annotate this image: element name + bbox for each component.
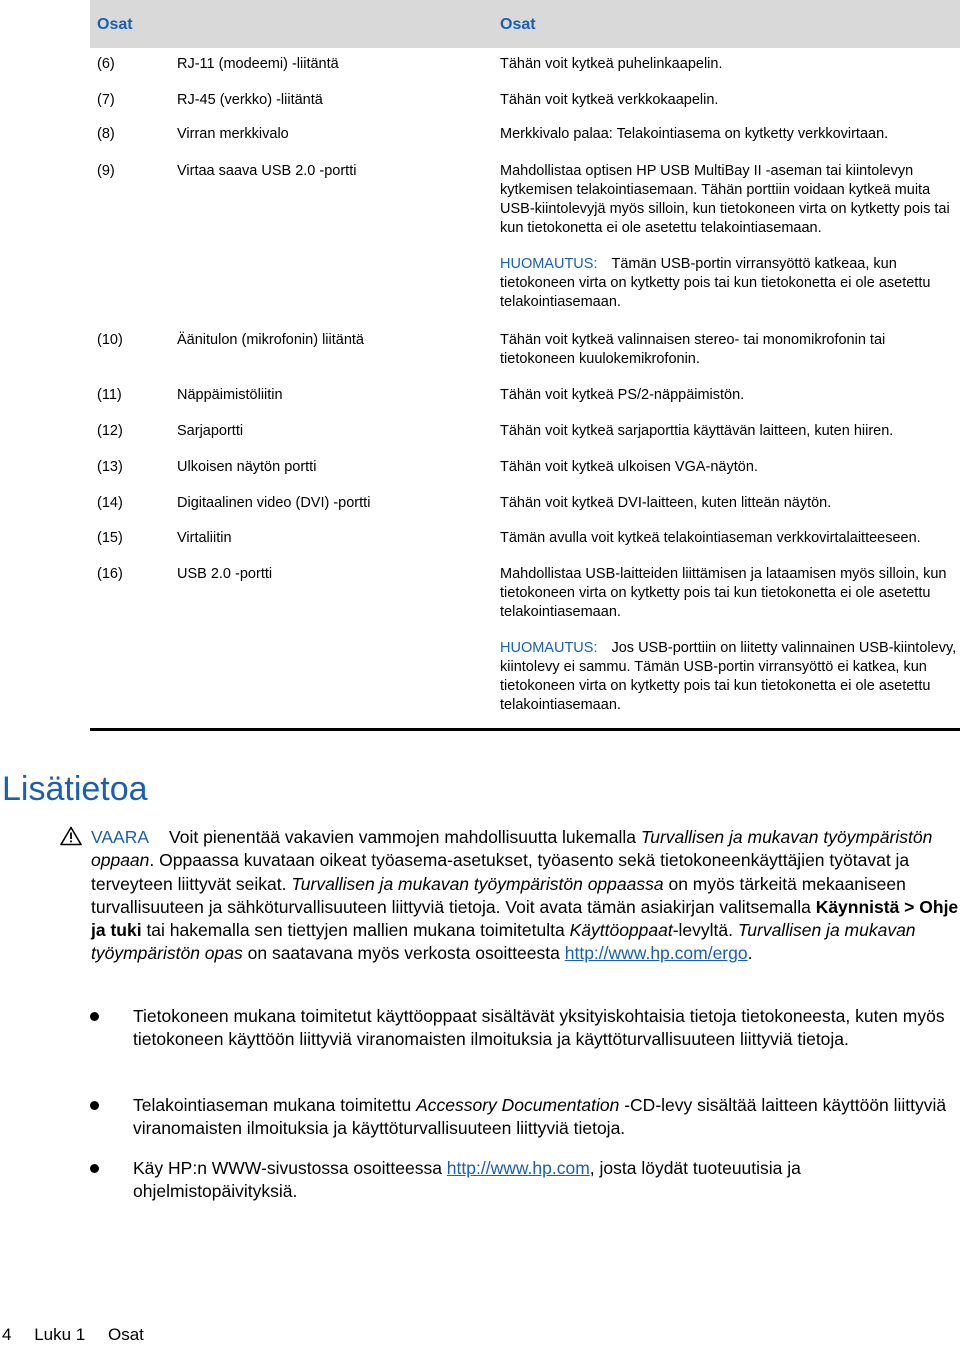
warning-text: VAARA Voit pienentää vakavien vammojen mahdollisuutta lukemalla Turvallisen ja mukavan työympäristön oppaan. Oppaassa kuvataan oikeat työasema-asetukset, työasento sekä tietokoneenkäyttäjien työtavat ja terveyteen liittyvät seikat. Turvallisen ja mukavan työympäristön oppaassa on myös tärkeitä mekaaniseen turvallisuuteen ja sähköturvallisuuteen liittyviä tietoja. Voit avata tämän asiakirjan valitsemalla Käynnistä > Ohje ja tuki tai hakemalla sen tiettyjen mallien mukana toimitetulta Käyttöoppaat-levyltä. Turvallisen ja mukavan työympäristön opas on saatavana myös verkosta osoitteesta http://www.hp.com/ergo. xyxy=(91,827,959,964)
row-component: RJ-11 (modeemi) -liitäntä xyxy=(177,56,339,72)
row-component: Näppäimistöliitin xyxy=(177,387,283,403)
note-label: HUOMAUTUS: xyxy=(500,256,598,272)
row-number: (11) xyxy=(97,387,122,403)
bullet-dot-icon xyxy=(90,1012,99,1021)
row-component: Virtaa saava USB 2.0 -portti xyxy=(177,163,357,179)
note-text: Jos USB-porttiin on liitetty valinnainen USB-kiintolevy, kiintolevy ei sammu. Tämän USB-portin virransyöttö ei katkea, kun tietokoneen virta on kytketty pois tai kun tietokonetta ei ole asetettu telakointiasemaan. xyxy=(500,640,957,713)
row-number: (13) xyxy=(97,459,123,475)
row-number: (6) xyxy=(97,56,115,72)
row-description: Tähän voit kytkeä DVI-laitteen, kuten litteän näytön. xyxy=(500,495,832,511)
row-description: Tämän avulla voit kytkeä telakointiaseman verkkovirtalaitteeseen. xyxy=(500,530,921,546)
header-col-components: Osat xyxy=(97,16,133,33)
components-table xyxy=(90,0,960,713)
row-description: Tähän voit kytkeä valinnaisen stereo- tai monomikrofonin tai tietokoneen kuulokemikrofonin. xyxy=(500,332,886,367)
row-description: Mahdollistaa USB-laitteiden liittämisen ja lataamisen myös silloin, kun tietokoneen virta on kytketty pois tai kun tietokonetta ei ole asetettu telakointiasemaan. HUOMAUTUS: Jos USB-porttiin on liitetty valinnainen USB-kiintolevy, kiintolevy ei sammu. Tämän USB-portin virransyöttö ei katkea, kun tietokoneen virta on kytketty pois tai kun tietokonetta ei ole asetettu telakointiasemaan. xyxy=(500,566,957,713)
row-component: Digitaalinen video (DVI) -portti xyxy=(177,495,371,511)
table-bottom-rule xyxy=(90,728,960,731)
section-title: Lisätietoa xyxy=(2,770,148,808)
page-number: 4 xyxy=(2,1325,12,1344)
ergo-link[interactable]: http://www.hp.com/ergo xyxy=(564,943,748,964)
header-col-description: Osat xyxy=(500,16,536,33)
note-text: Tämän USB-portin virransyöttö katkeaa, kun tietokoneen virta on kytketty pois tai kun tietokonetta ei ole asetettu telakointiasemaan. xyxy=(500,256,931,310)
bullet-dot-icon xyxy=(90,1101,99,1110)
row-component: RJ-45 (verkko) -liitäntä xyxy=(177,92,323,108)
hp-link[interactable]: http://www.hp.com xyxy=(446,1158,590,1178)
row-description: Tähän voit kytkeä puhelinkaapelin. xyxy=(500,56,723,72)
row-description: Merkkivalo palaa: Telakointiasema on kytketty verkkovirtaan. xyxy=(500,126,889,142)
row-description: Tähän voit kytkeä verkkokaapelin. xyxy=(500,92,719,108)
row-number: (10) xyxy=(97,332,123,348)
row-number: (14) xyxy=(97,495,123,511)
warning-label: VAARA xyxy=(91,827,150,847)
row-number: (7) xyxy=(97,92,115,108)
table-header xyxy=(90,0,960,48)
row-description: Tähän voit kytkeä sarjaporttia käyttävän laitteen, kuten hiiren. xyxy=(500,423,894,439)
row-component: Äänitulon (mikrofonin) liitäntä xyxy=(177,332,364,348)
row-description: Tähän voit kytkeä PS/2-näppäimistön. xyxy=(500,387,745,403)
bullet-dot-icon xyxy=(90,1164,99,1173)
row-number: (8) xyxy=(97,126,115,142)
row-component: Sarjaportti xyxy=(177,423,244,439)
note-label: HUOMAUTUS: xyxy=(500,640,598,656)
note xyxy=(500,639,958,715)
row-component: Ulkoisen näytön portti xyxy=(177,459,317,475)
chapter-title: Osat xyxy=(107,1325,144,1344)
note xyxy=(500,255,958,312)
row-number: (12) xyxy=(97,423,123,439)
row-description: Mahdollistaa optisen HP USB MultiBay II -aseman tai kiintolevyn kytkemisen telakointiasemaan. Tähän porttiin voidaan kytkeä muita USB-kiintolevyjä myös silloin, kun tietokoneen virta on kytketty pois tai kun tietokonetta ei ole asetettu telakointiasemaan. HUOMAUTUS: Tämän USB-portin virransyöttö katkeaa, kun tietokoneen virta on kytketty pois tai kun tietokonetta ei ole asetettu telakointiasemaan. xyxy=(500,162,958,312)
warning-triangle-icon xyxy=(60,826,82,846)
page-footer xyxy=(2,1325,162,1345)
row-description: Tähän voit kytkeä ulkoisen VGA-näytön. xyxy=(500,459,758,475)
chapter-label: Luku 1 xyxy=(34,1325,86,1344)
row-component: Virran merkkivalo xyxy=(177,126,289,142)
row-number: (9) xyxy=(97,163,115,179)
row-number: (16) xyxy=(97,566,123,582)
row-number: (15) xyxy=(97,530,123,546)
row-component: USB 2.0 -portti xyxy=(177,566,273,582)
row-component: Virtaliitin xyxy=(177,530,232,546)
